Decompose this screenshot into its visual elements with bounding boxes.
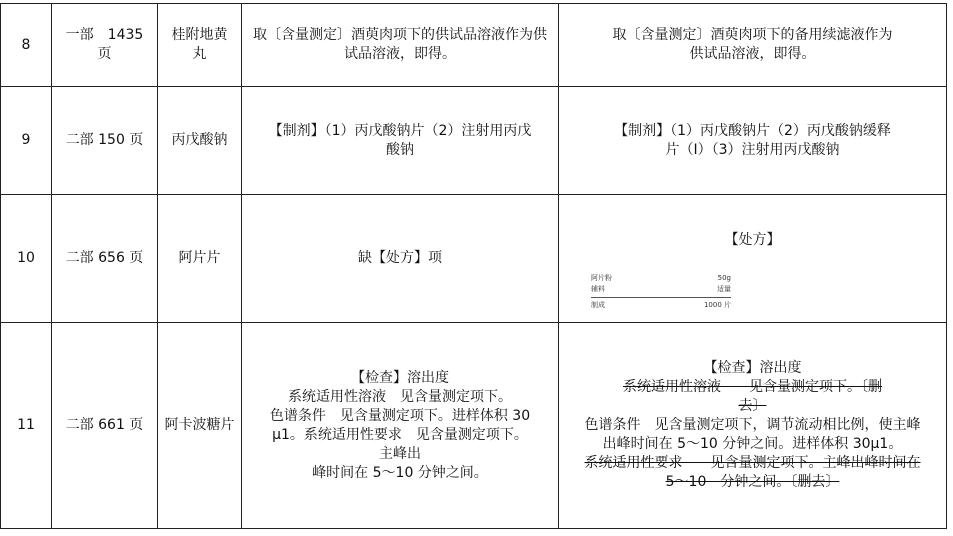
deleted-text: 5～10 分钟之间。〔删去〕 [665,474,840,490]
corrected-text: 【检查】溶出度 系统适用性溶液 见含量测定项下。〔删 去〕 色谱条件 见含量测定项下，调节流动相比例，使主峰 出峰时间在 5～10 分钟之间。进样体积 30μ1。 系统适用性要求 见含量测定项下。主峰出峰时间在 5～10 分钟之间。〔删去〕 [559,323,947,529]
edition-page: 一部 1435 页 [52,4,158,87]
formula-row: 辅料 适量 [591,285,731,293]
row-number: 8 [1,4,52,87]
deleted-text: 系统适用性要求 见含量测定项下。主峰出峰时间在 [584,455,921,471]
formula-row: 阿片粉 50g [591,274,731,282]
table-row [1,323,947,529]
errata-table [0,3,947,529]
original-text: 缺【处方】项 [242,195,559,323]
corrected-text: 取〔含量测定〕酒萸肉项下的备用续滤液作为 供试品溶液，即得。 [559,4,947,87]
edition-page: 二部 656 页 [52,195,158,323]
row-number: 11 [1,323,52,529]
formula-divider [591,297,731,298]
table-row [1,87,947,195]
row-number: 10 [1,195,52,323]
deleted-text: 系统适用性溶液 见含量测定项下。〔删 [623,379,882,395]
drug-name: 桂附地黄丸 [158,4,242,87]
drug-name: 丙戊酸钠 [158,87,242,195]
deleted-text: 去〕 [738,398,767,414]
original-text: 取〔含量测定〕酒萸肉项下的供试品溶液作为供 试品溶液，即得。 [242,4,559,87]
row-number: 9 [1,87,52,195]
edition-page: 二部 661 页 [52,323,158,529]
formula-row: 制成 1000 片 [591,301,731,309]
table-row [1,4,947,87]
original-text: 【检查】溶出度 系统适用性溶液 见含量测定项下。 色谱条件 见含量测定项下。进样体积 30 μ1。系统适用性要求 见含量测定项下。 主峰出 峰时间在 5～10 分钟之间。 [242,323,559,529]
drug-name: 阿卡波糖片 [158,323,242,529]
formula-table [591,273,731,311]
formula-title: 【处方】 [724,232,781,248]
drug-name: 阿片片 [158,195,242,323]
corrected-text: 【制剂】（1）丙戊酸钠片（2）丙戊酸钠缓释 片（Ⅰ）（3）注射用丙戊酸钠 [559,87,947,195]
edition-page: 二部 150 页 [52,87,158,195]
original-text: 【制剂】（1）丙戊酸钠片（2）注射用丙戊 酸钠 [242,87,559,195]
table-row [1,195,947,323]
